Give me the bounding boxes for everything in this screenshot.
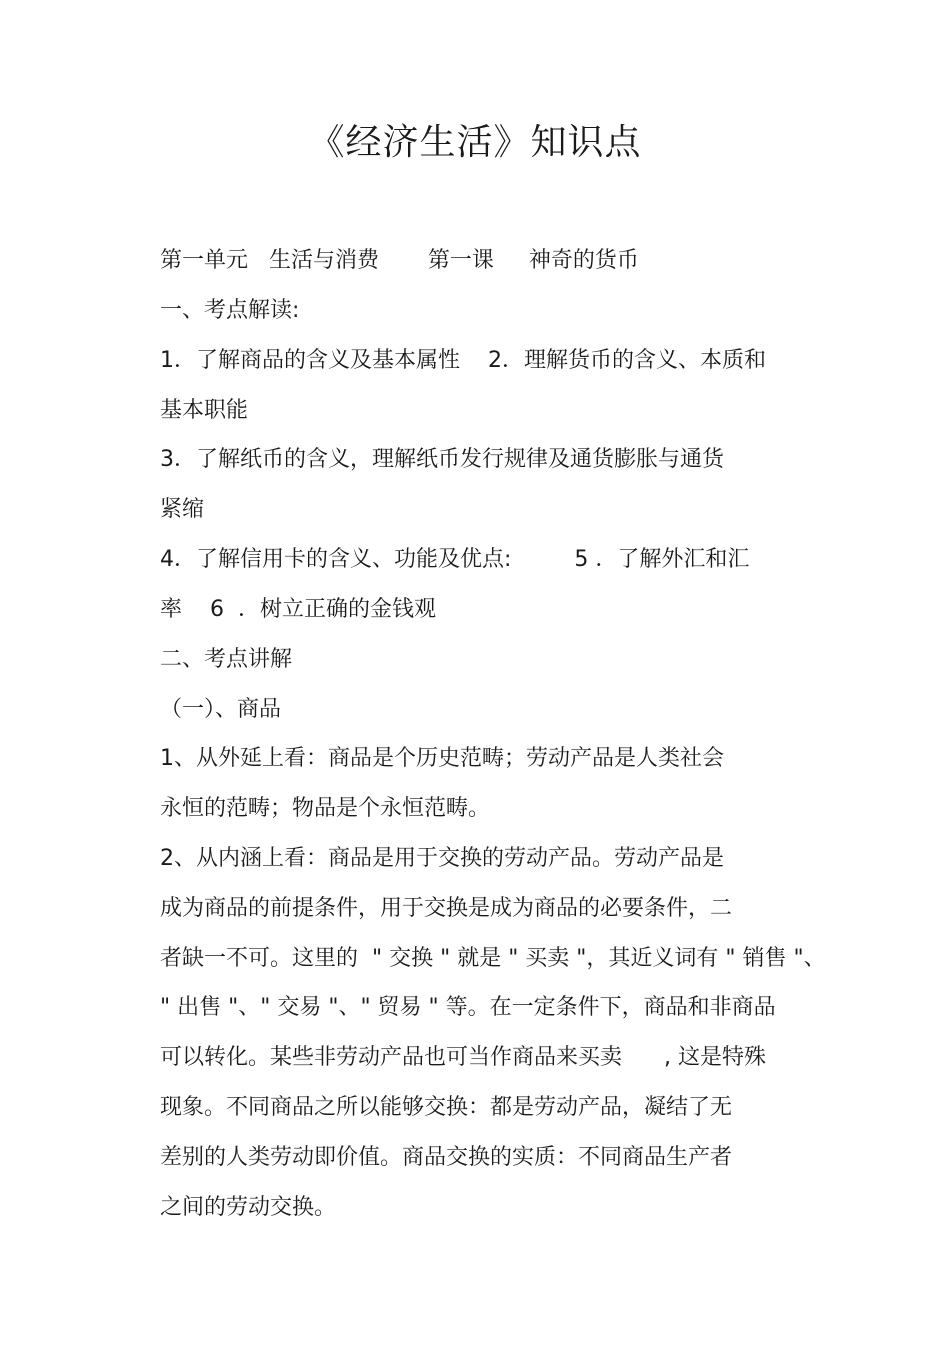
subsection-heading-commodity: （一）、商品: [160, 697, 282, 722]
text-line: 4．了解信用卡的含义、功能及优点: 5 ．了解外汇和汇: [160, 547, 750, 572]
section-heading-explanation: 二、考点讲解: [160, 647, 293, 672]
text-line: 基本职能: [160, 398, 249, 423]
text-line: " 出售 "、" 交易 "、" 贸易 " 等。在一定条件下，商品和非商品: [160, 995, 776, 1020]
text-line: 者缺一不可。这里的 " 交换 " 就是 " 买卖 "，其近义词有 " 销售 "、: [160, 946, 826, 971]
text-line: 差别的人类劳动即价值。商品交换的实质：不同商品生产者: [160, 1145, 733, 1170]
text-line: 可以转化。某些非劳动产品也可当作商品来买卖 , 这是特殊: [160, 1045, 766, 1070]
text-line: 3．了解纸币的含义，理解纸币发行规律及通货膨胀与通货: [160, 447, 724, 472]
text-line: 1、从外延上看：商品是个历史范畴；劳动产品是人类社会: [160, 746, 724, 771]
text-line: 永恒的范畴；物品是个永恒范畴。: [160, 796, 491, 821]
section-heading-exam-points: 一、考点解读:: [160, 298, 300, 323]
text-line: 之间的劳动交换。: [160, 1195, 337, 1220]
unit-lesson-heading: 第一单元 生活与消费 第一课 神奇的货币: [160, 248, 639, 273]
text-line: 现象。不同商品之所以能够交换：都是劳动产品，凝结了无: [160, 1095, 733, 1120]
text-line: 率 6 ．树立正确的金钱观: [160, 597, 436, 622]
text-line: 1．了解商品的含义及基本属性 2．理解货币的含义、本质和: [160, 348, 766, 373]
text-line: 成为商品的前提条件，用于交换是成为商品的必要条件，二: [160, 896, 733, 921]
document-title: 《经济生活》知识点: [308, 122, 642, 163]
text-line: 2、从内涵上看：商品是用于交换的劳动产品。劳动产品是: [160, 846, 724, 871]
text-line: 紧缩: [160, 497, 205, 522]
